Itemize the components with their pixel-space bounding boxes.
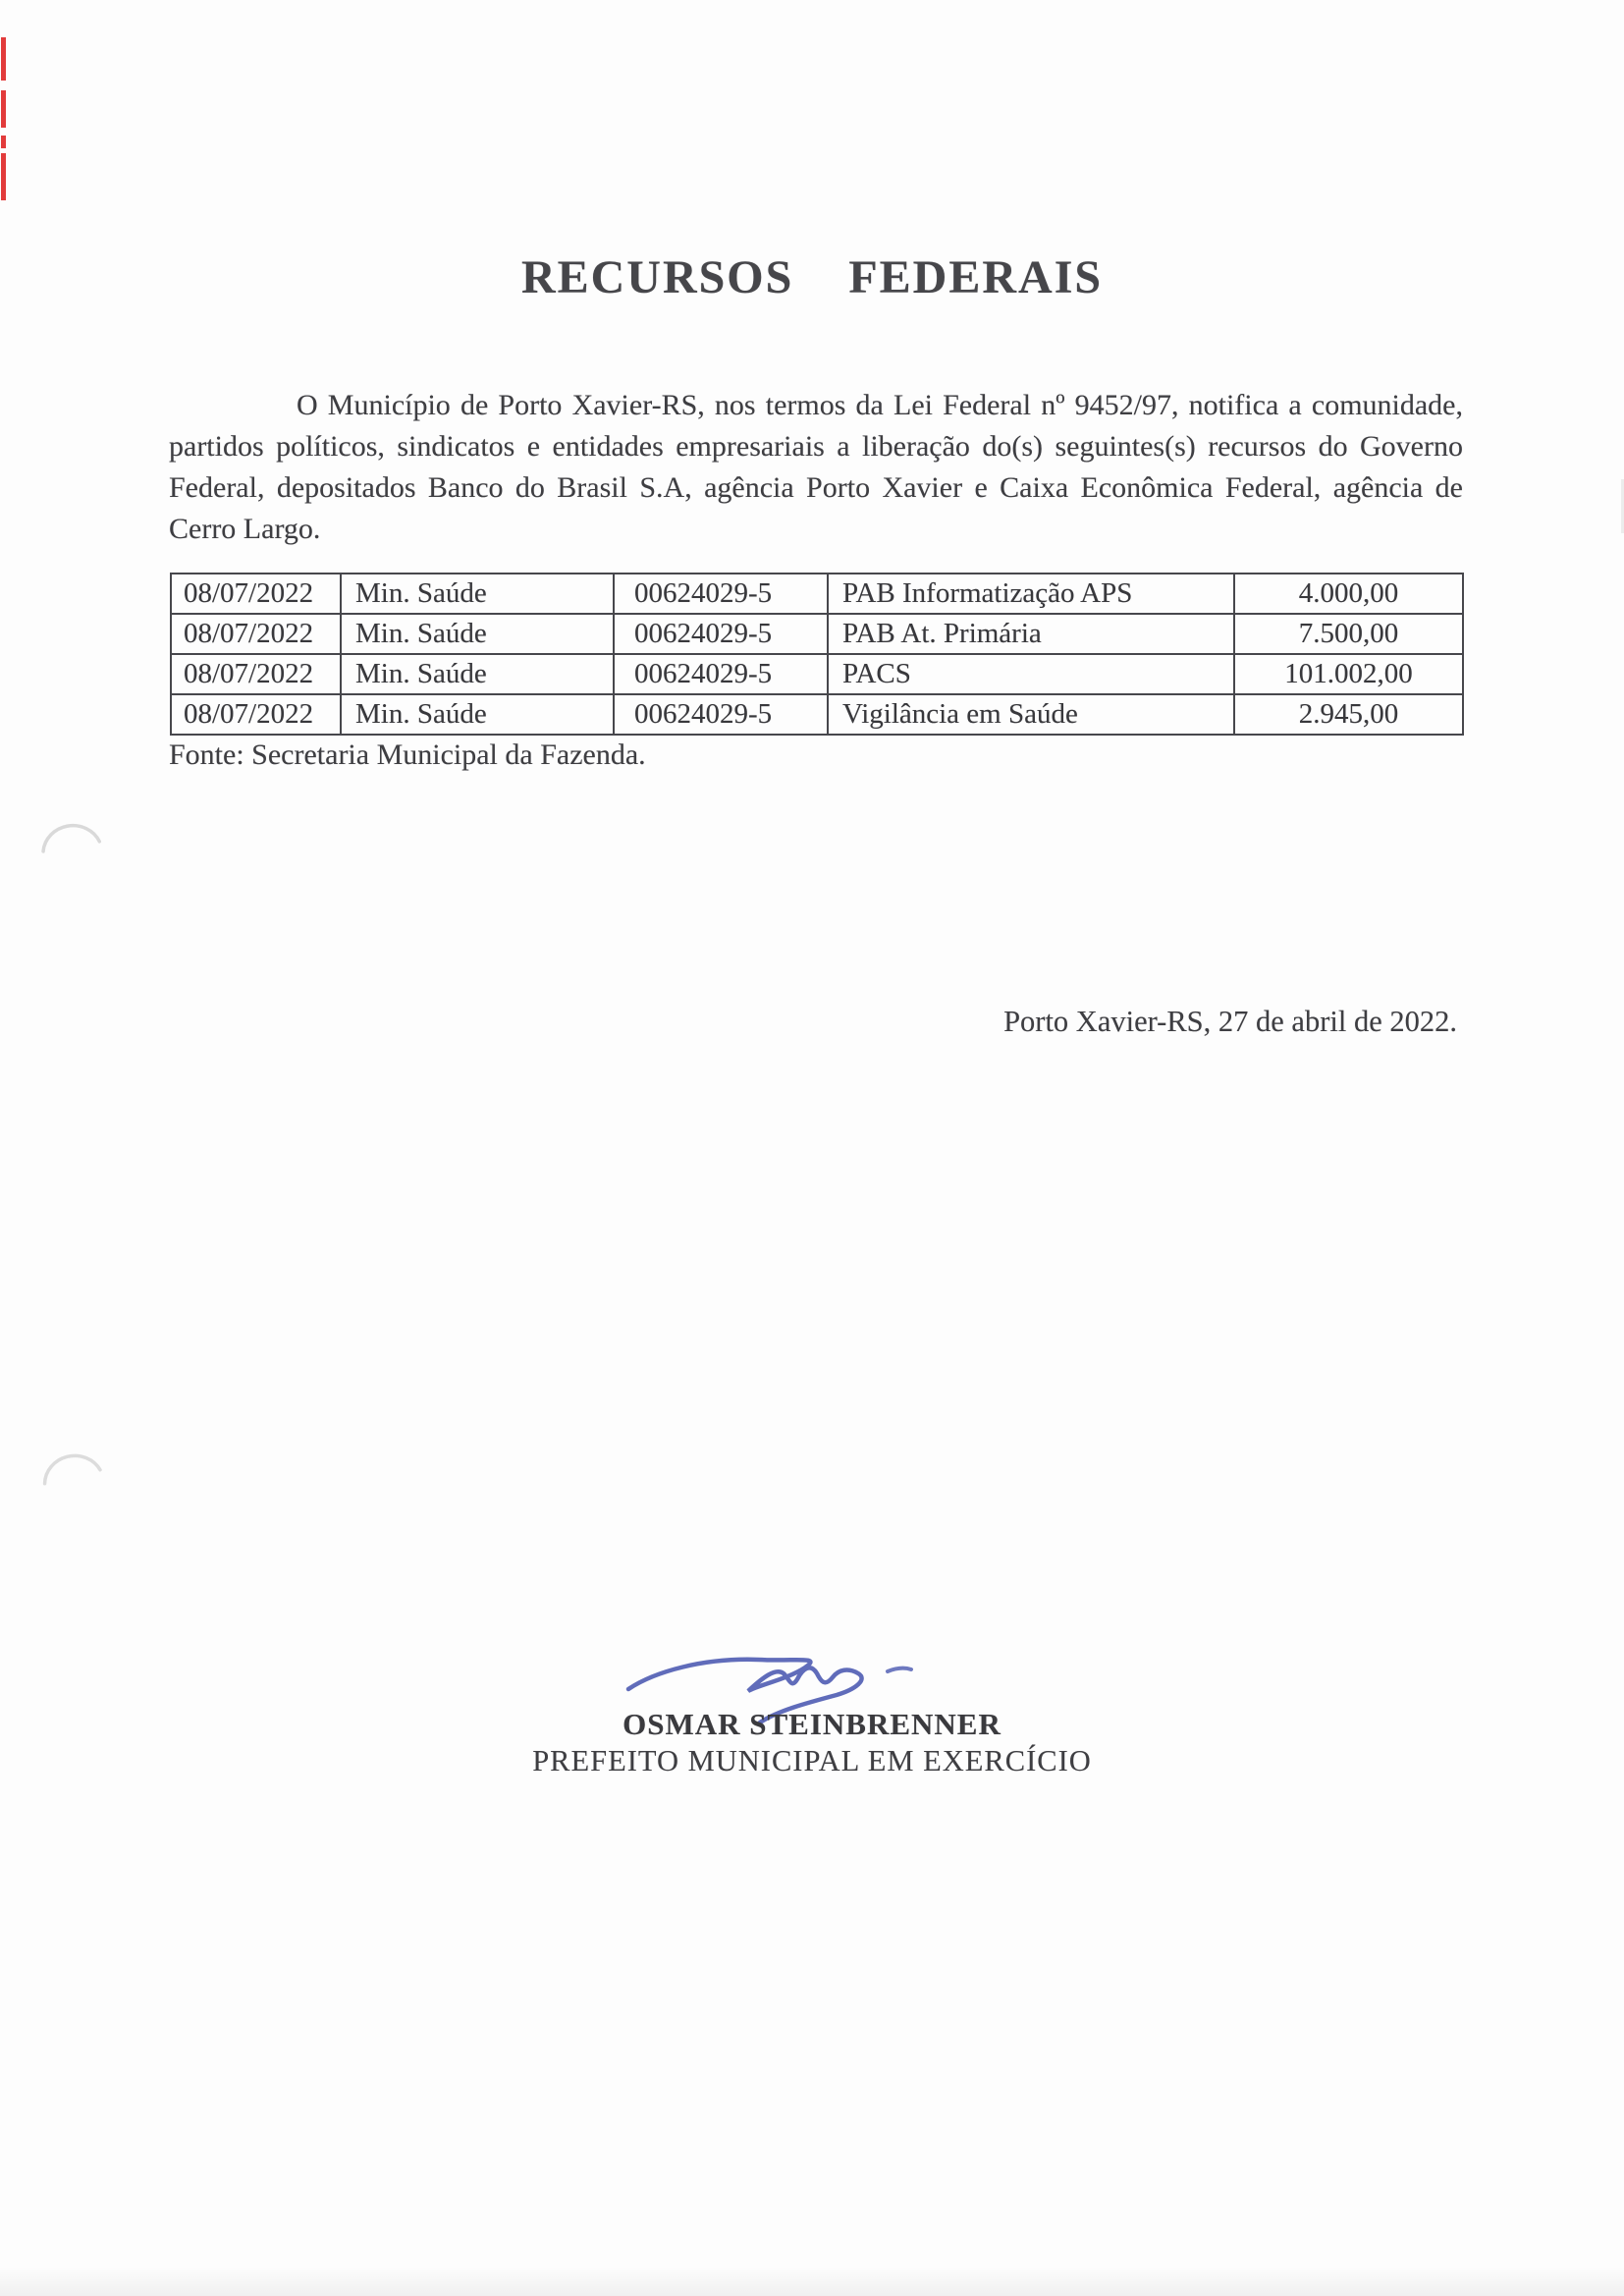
cell-date: 08/07/2022 [171,654,341,694]
scan-shadow [0,2267,1624,2296]
cell-amount: 4.000,00 [1234,574,1463,614]
cell-program: PACS [828,654,1234,694]
table-row [171,654,1463,694]
cell-amount: 7.500,00 [1234,614,1463,654]
pencil-arc-artifact [33,805,106,855]
red-edge-mark [1,136,6,148]
cell-date: 08/07/2022 [171,574,341,614]
cell-ministry: Min. Saúde [341,654,614,694]
table-row [171,614,1463,654]
cell-date: 08/07/2022 [171,614,341,654]
source-note: Fonte: Secretaria Municipal da Fazenda. [169,738,646,771]
cell-date: 08/07/2022 [171,694,341,735]
red-edge-mark [1,153,6,200]
cell-account: 00624029-5 [614,574,828,614]
document-title [0,250,1624,304]
cell-ministry: Min. Saúde [341,574,614,614]
cell-program: PAB At. Primária [828,614,1234,654]
cell-account: 00624029-5 [614,694,828,735]
cell-amount: 2.945,00 [1234,694,1463,735]
federal-funds-table [170,573,1464,736]
cell-ministry: Min. Saúde [341,614,614,654]
table-row [171,694,1463,735]
pencil-arc-artifact [32,1434,108,1488]
cell-program: PAB Informatização APS [828,574,1234,614]
red-edge-mark [1,90,6,128]
cell-amount: 101.002,00 [1234,654,1463,694]
signature-name: OSMAR STEINBRENNER [623,1707,1001,1741]
signature-role: PREFEITO MUNICIPAL EM EXERCÍCIO [532,1744,1092,1777]
title-word-federais: FEDERAIS [848,251,1104,303]
cell-program: Vigilância em Saúde [828,694,1234,735]
title-word-recursos: RECURSOS [520,251,794,303]
cell-ministry: Min. Saúde [341,694,614,735]
intro-paragraph: O Município de Porto Xavier-RS, nos termos da Lei Federal nº 9452/97, notifica a comunidade, partidos políticos, sindicatos e entidades empresariais a liberação do(s) seguintes(s) recursos do Governo Federal, depositados Banco do Brasil S.A, agência Porto Xavier e Caixa Econômica Federal, agência de Cerro Largo. [169,389,1463,545]
cell-account: 00624029-5 [614,654,828,694]
table-row [171,574,1463,614]
red-edge-mark [1,37,6,81]
cell-account: 00624029-5 [614,614,828,654]
date-line: Porto Xavier-RS, 27 de abril de 2022. [1003,1005,1457,1038]
